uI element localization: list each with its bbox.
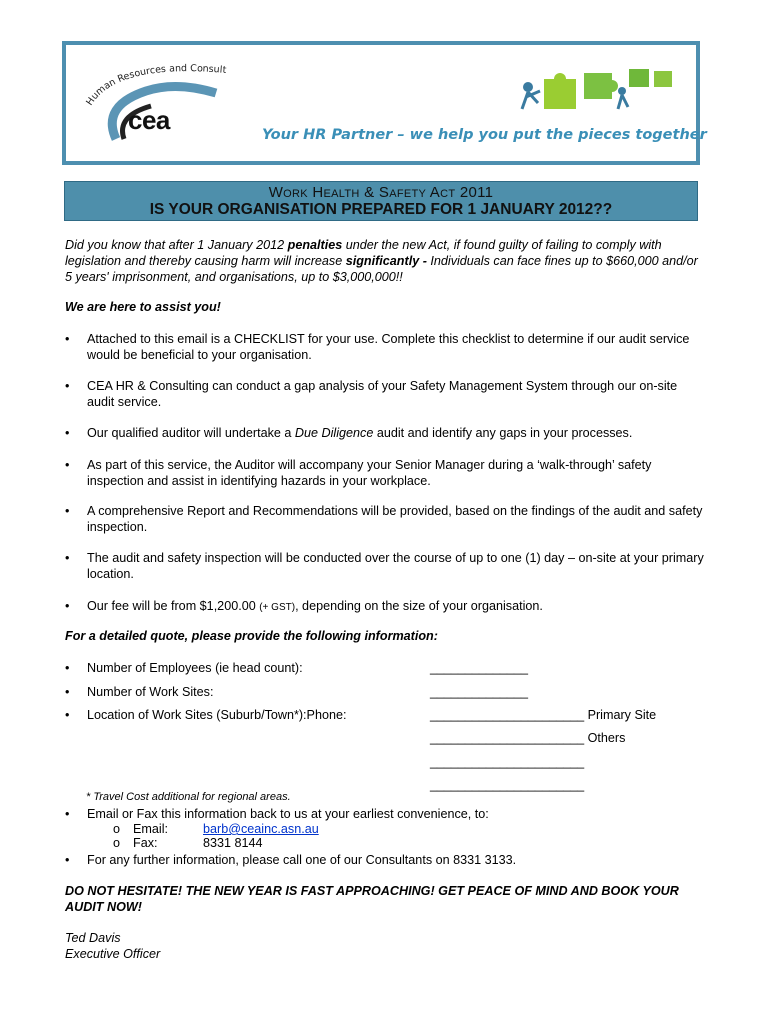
email-sub-bullet: o	[113, 822, 121, 836]
bullet-glyph: •	[65, 708, 70, 722]
others-blank[interactable]: ______________________	[430, 731, 585, 745]
fax-sub-bullet: o	[113, 836, 121, 850]
intro-paragraph	[65, 237, 705, 285]
extra-site-blank[interactable]: ______________________	[430, 755, 585, 769]
bullet-glyph: •	[65, 685, 70, 699]
email-link[interactable]: barb@ceainc.asn.au	[203, 822, 319, 836]
primary-site-blank[interactable]: ______________________	[430, 708, 585, 722]
puzzle-illustration	[504, 61, 684, 121]
bullet-text: CEA HR & Consulting can conduct a gap analysis of your Safety Management System through our on-site audit service.	[87, 379, 678, 409]
fee-text: Our fee will be from $1,200.00	[87, 599, 260, 613]
intro-text-3: Individuals can face fines up to $660,000 and/or 5 years' imprisonment, and organisations, up to $3,000,000!!	[65, 254, 698, 284]
bullet-text: The audit and safety inspection will be conducted over the course of up to one (1) day – on-site at your primary location.	[87, 551, 704, 581]
fax-label: Fax:	[133, 836, 158, 850]
bullet-text-post: audit and identify any gaps in your processes.	[373, 426, 633, 440]
quote-heading: For a detailed quote, please provide the following information:	[65, 629, 438, 643]
intro-text-1: Did you know that after 1 January 2012	[65, 238, 288, 252]
primary-site-field[interactable]	[430, 707, 656, 723]
fax-number: 8331 8144	[203, 836, 263, 850]
email-label: Email:	[133, 822, 168, 836]
location-label: Location of Work Sites (Suburb/Town*):Phone:	[87, 708, 347, 722]
intro-penalties: penalties	[287, 238, 343, 252]
extra-site-blank[interactable]: ______________________	[430, 778, 585, 792]
intro-text-2: under the new Act, if found guilty of failing to comply with legislation and thereby causing harm will increase	[65, 238, 662, 268]
bullet-glyph: •	[65, 332, 70, 346]
signatory-name: Ted Davis	[65, 931, 121, 945]
bullet-text: As part of this service, the Auditor will accompany your Senior Manager during a ‘walk-through’ safety inspection and assist in identifying hazards in your workplace.	[87, 458, 652, 488]
logo-arc-text: Human Resources and Consult	[84, 63, 227, 108]
bullet-text: Attached to this email is a CHECKLIST for your use. Complete this checklist to determine if our audit service would be beneficial to your organisation.	[87, 332, 690, 362]
further-info: For any further information, please call one of our Consultants on 8331 3133.	[87, 853, 517, 867]
closing-call-to-action: DO NOT HESITATE! THE NEW YEAR IS FAST APPROACHING! GET PEACE OF MIND AND BOOK YOUR AUDIT NOW!	[65, 884, 679, 914]
bullet-text-pre: Our qualified auditor will undertake a	[87, 426, 295, 440]
work-sites-label: Number of Work Sites:	[87, 685, 214, 699]
bullet-text	[87, 425, 707, 441]
bullet-glyph: •	[65, 599, 70, 613]
bullet-glyph: •	[65, 661, 70, 675]
cea-logo	[76, 51, 236, 146]
title-act: Work Health & Safety Act 2011	[268, 184, 494, 201]
bullet-glyph: •	[65, 426, 70, 440]
bullet-glyph: •	[65, 379, 70, 393]
bullet-text: A comprehensive Report and Recommendations will be provided, based on the findings of the audit and safety inspection.	[87, 504, 703, 534]
due-diligence: Due Diligence	[294, 426, 374, 440]
primary-site-label: Primary Site	[584, 708, 657, 722]
bullet-text	[87, 598, 707, 616]
assist-heading: We are here to assist you!	[65, 300, 221, 314]
gst-note: (+ GST)	[259, 602, 296, 613]
signature-block	[65, 930, 160, 962]
intro-significantly: significantly -	[345, 254, 427, 268]
contact-instructions: Email or Fax this information back to us at your earliest convenience, to:	[87, 807, 489, 821]
employees-blank[interactable]: ______________	[430, 661, 529, 675]
bullet-glyph: •	[65, 458, 70, 472]
title-question: IS YOUR ORGANISATION PREPARED FOR 1 JANUARY 2012??	[149, 201, 613, 218]
signatory-title: Executive Officer	[65, 947, 161, 961]
tagline: Your HR Partner – we help you put the pieces together	[262, 127, 707, 143]
travel-note: * Travel Cost additional for regional areas.	[86, 791, 291, 803]
others-label: Others	[584, 731, 626, 745]
others-field[interactable]	[430, 730, 625, 746]
fee-text-post: , depending on the size of your organisation.	[295, 599, 543, 613]
title-banner	[64, 181, 698, 221]
employees-label: Number of Employees (ie head count):	[87, 661, 303, 675]
bullet-glyph: •	[65, 853, 70, 867]
letterhead	[62, 41, 707, 165]
bullet-glyph: •	[65, 551, 70, 565]
work-sites-blank[interactable]: ______________	[430, 685, 529, 699]
logo-name: cea	[128, 105, 170, 135]
bullet-glyph: •	[65, 807, 70, 821]
bullet-glyph: •	[65, 504, 70, 518]
